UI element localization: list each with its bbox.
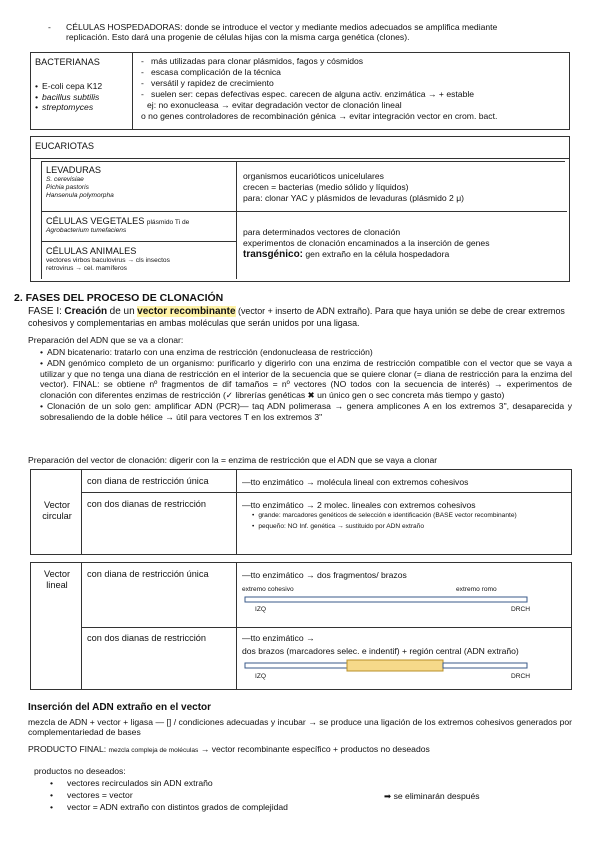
eliminaran-note: ➡ se eliminarán después: [384, 791, 480, 801]
prep-vector-heading: Preparación del vector de clonación: digerir con la = enzima de restricción que el ADN que se vaya a clonar: [28, 455, 438, 465]
region-central-diagram: [245, 659, 545, 673]
intro-paragraph: CÉLULAS HOSPEDADORAS: donde se introduce el vector y mediante medios adecuados se amplifica mediante replicación. Esto dará una progenie de células hijas con la misma carga genética (clones).: [66, 22, 498, 43]
prep-bullet: • ADN genómico completo de un organismo: purificarlo y digerirlo con una enzima de restricción compatible con el vector que se vaya a utilizar y que no tenga una diana de restricción en el interior de la secuencia que se quiere clonar (= diana de restricción para la enzima del vector). FINAL: se obtiene nº fragmentos de dif tamaños = nº vectores (NO todos con la secuencia de interés) → experimentos de clonación con diferentes enzimas de restricción (✓ librerías genéticas ✖ un único gen o sec concreta más tiempo y gasto): [40, 358, 572, 400]
levaduras-title: LEVADURAS: [46, 165, 101, 175]
no-deseados-title: productos no deseados:: [34, 766, 126, 776]
fase-title-connector: de un: [109, 306, 135, 317]
bacterias-title: BACTERIANAS: [35, 57, 100, 67]
levadura-species: Pichia pastoris: [46, 184, 89, 192]
dcha-label: DRCH: [511, 606, 531, 613]
circular-grande: • grande: marcadores genéticos de selección e identificación (BASE vector recombinante): [252, 512, 568, 520]
no-deseado-item: • vectores = vector: [50, 790, 288, 802]
intro-dash: -: [48, 22, 51, 32]
section-title: 2. FASES DEL PROCESO DE CLONACIÓN: [14, 292, 224, 304]
lineal-row1-right: —tto enzimático → dos fragmentos/ brazos: [242, 570, 407, 580]
celulas-desc: para determinados vectores de clonación: [243, 227, 401, 237]
producto-rest: → vector recombinante específico + productos no deseados: [200, 744, 430, 754]
bacteria-subpoint: o no genes controladores de recombinación génica → evitar integración vector en crom. bact.: [141, 111, 498, 121]
transgenico-def: gen extraño en la célula hospedadora: [305, 249, 450, 259]
vegetales-note: plásmido Ti de: [146, 219, 190, 226]
levaduras-desc: crecen = bacterias (medio sólido y líquidos): [243, 182, 409, 192]
brazo-bar: [245, 597, 527, 602]
levadura-species: Hansenula polymorpha: [46, 192, 114, 200]
circular-pequeno: • pequeño: NO Inf. genética → sustituido por ADN extraño: [252, 523, 568, 531]
fase-description: (vector + inserto de ADN extraño). Para que haya unión se debe de crear extremos cohesivos y complementarias en ambas moléculas que serán unidos por una ligasa.: [28, 306, 565, 329]
bacteria-species: • E-coli cepa K12: [35, 81, 102, 92]
insercion-title: Inserción del ADN extraño en el vector: [28, 702, 212, 713]
eucariotas-title: EUCARIOTAS: [35, 141, 95, 151]
brazos-diagram: [245, 594, 545, 606]
producto-final: [28, 744, 572, 755]
levaduras-desc: para: clonar YAC y plásmidos de levaduras (plásmido 2 μ): [243, 193, 465, 203]
bacteria-species: • streptomyces: [35, 102, 102, 113]
circular-row1-right: —tto enzimático → molécula lineal con extremos cohesivos: [242, 477, 469, 487]
eucariotas-box: [30, 136, 570, 282]
bacteria-point: - suelen ser: cepas defectivas espec. carecen de alguna activ. enzimática → + estable: [141, 89, 475, 99]
circular-row2-right: —tto enzimático → 2 molec. lineales con extremos cohesivos: [242, 500, 476, 510]
vegetales-species: Agrobacterium tumefaciens: [46, 227, 127, 235]
dcha-label-2: DRCH: [511, 673, 531, 680]
izq-label-2: IZQ: [255, 673, 266, 680]
producto-small: mezcla compleja de moléculas: [108, 747, 199, 754]
prep-adn-heading: Preparación del ADN que se va a clonar:: [28, 335, 184, 345]
vector-circular-label: Vector circular: [42, 500, 72, 522]
fase-prefix: FASE I:: [28, 306, 62, 317]
producto-label: PRODUCTO FINAL:: [28, 744, 107, 754]
animales-line: vectores virbos baculovirus → cls insectos: [46, 257, 170, 265]
circular-row1-left: con diana de restricción única: [87, 476, 209, 486]
brazo-izq-bar: [245, 663, 347, 668]
vegetales-title: CÉLULAS VEGETALES: [46, 216, 145, 226]
animales-title: CÉLULAS ANIMALES: [46, 246, 137, 256]
insercion-paragraph: mezcla de ADN + vector + ligasa — [] / condiciones adecuadas y incubar → se produce una ligación de los extremos cohesivos generados por complementariedad de bases: [28, 717, 572, 738]
fase-title: Creación: [64, 306, 108, 317]
levadura-species: S. cerevisiae: [46, 176, 84, 184]
transgenico-term: transgénico:: [243, 249, 304, 260]
extremo-romo-label: extremo romo: [456, 586, 497, 593]
vector-lineal-label: Vector lineal: [43, 569, 71, 591]
no-deseado-item: • vectores recirculados sin ADN extraño: [50, 778, 288, 790]
bacteria-subpoint: ej: no exonucleasa → evitar degradación vector de clonación lineal: [147, 100, 402, 110]
lineal-row2-right-b: dos brazos (marcadores selec. e indentif) + región central (ADN extraño): [242, 646, 519, 657]
celulas-desc: experimentos de clonación encaminados a la inserción de genes: [243, 238, 490, 248]
region-central-bar: [347, 660, 443, 671]
no-deseado-item: • vector = ADN extraño con distintos grados de complejidad: [50, 802, 288, 814]
lineal-row2-right-a: —tto enzimático →: [242, 633, 315, 643]
prep-bullet: • Clonación de un solo gen: amplificar ADN (PCR)— taq ADN polimerasa → genera amplicones A en los extremos 3", desaparecida y sobresaliendo de la doble hélice → útil para vectores T en los extremos 3": [40, 401, 572, 422]
lineal-row1-left: con diana de restricción única: [87, 569, 209, 579]
bacteria-point: - versátil y rapidez de crecimiento: [141, 78, 274, 88]
bacterias-box: [30, 52, 570, 130]
bacteria-point: - escasa complicación de la técnica: [141, 67, 281, 77]
extremo-cohesivo-label: extremo cohesivo: [242, 586, 294, 593]
fase-highlight: vector recombinante: [137, 306, 236, 317]
vector-circular-table: [30, 469, 572, 555]
vector-lineal-table: [30, 562, 572, 690]
levaduras-desc: organismos eucarióticos unicelulares: [243, 171, 384, 181]
bacteria-species: • bacillus subtilis: [35, 92, 102, 103]
prep-bullet: • ADN bicatenario: tratarlo con una enzima de restricción (endonucleasa de restricción): [40, 347, 572, 357]
izq-label: IZQ: [255, 606, 266, 613]
bacteria-point: - más utilizadas para clonar plásmidos, fagos y cósmidos: [141, 56, 364, 66]
lineal-row2-left: con dos dianas de restricción: [87, 633, 206, 643]
animales-line: retrovirus → cel. mamíferos: [46, 265, 127, 273]
circular-row2-left: con dos dianas de restricción: [87, 499, 206, 509]
brazo-dcha-bar: [443, 663, 527, 668]
